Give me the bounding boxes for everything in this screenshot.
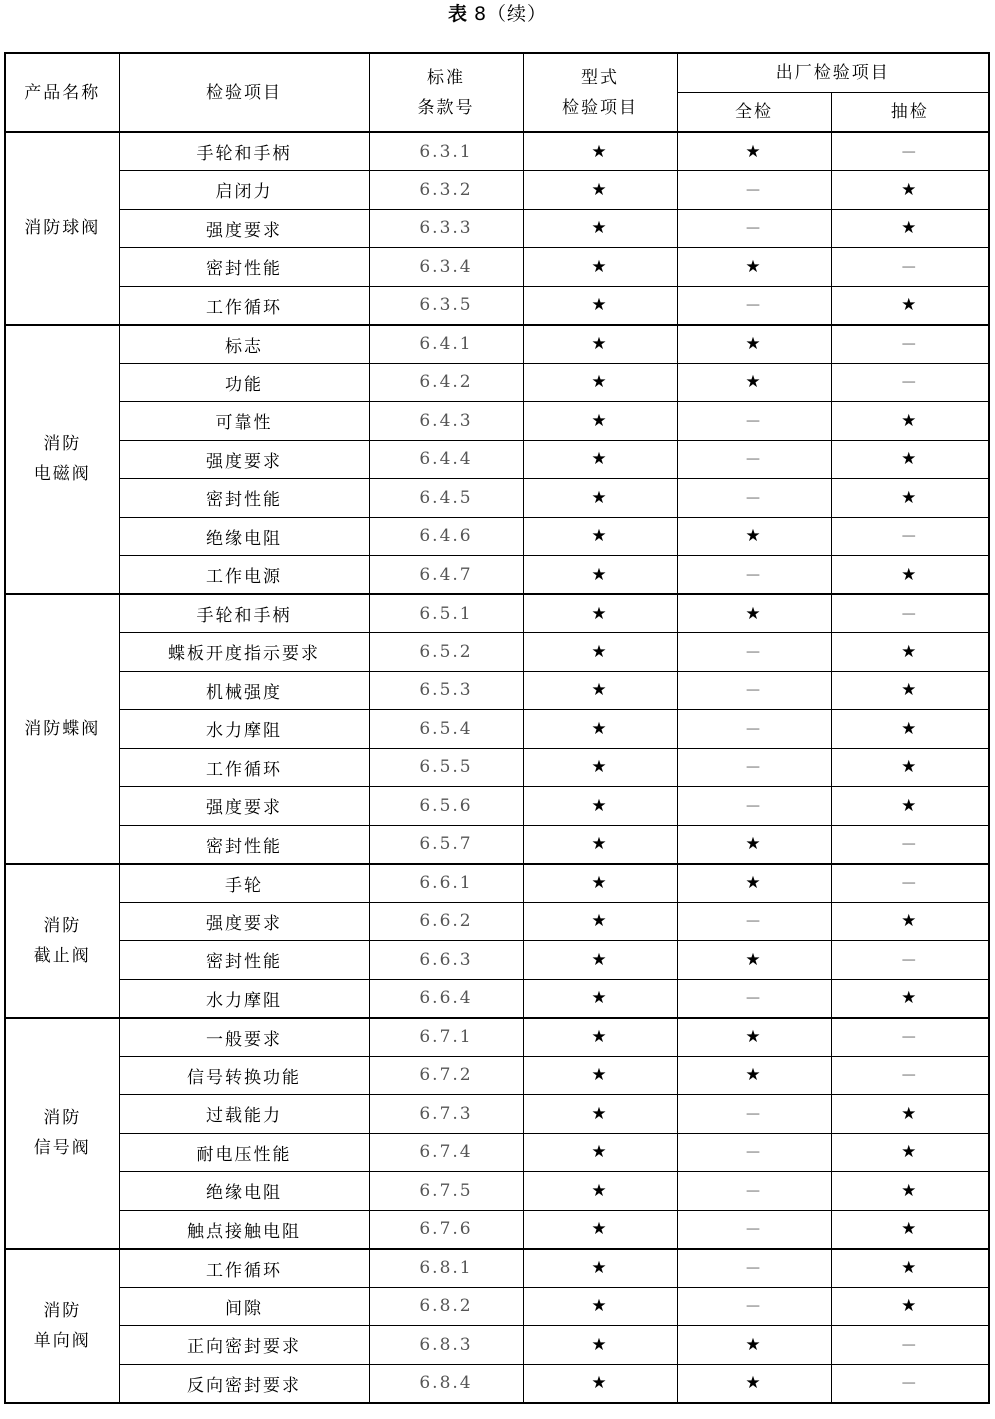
clause-cell: 6.6.2	[369, 902, 523, 941]
clause-cell: 6.5.3	[369, 671, 523, 710]
table-row	[5, 517, 989, 556]
item-cell: 工作循环	[119, 748, 369, 787]
product-group	[5, 1249, 989, 1403]
full-inspection-cell: —	[677, 1249, 831, 1288]
clause-cell: 6.7.5	[369, 1172, 523, 1211]
sample-inspection-cell: ★	[831, 171, 989, 210]
sample-inspection-cell: —	[831, 594, 989, 633]
type-inspection-cell: ★	[523, 1056, 677, 1095]
product-name-cell	[5, 1018, 119, 1249]
sample-inspection-cell: ★	[831, 556, 989, 595]
sample-inspection-cell: ★	[831, 286, 989, 325]
sample-inspection-cell: ★	[831, 1287, 989, 1326]
header-factory-inspection: 出厂检验项目	[677, 53, 989, 93]
sample-inspection-cell: ★	[831, 1249, 989, 1288]
full-inspection-cell: ★	[677, 363, 831, 402]
item-cell: 密封性能	[119, 479, 369, 518]
item-cell: 工作循环	[119, 1249, 369, 1288]
type-inspection-cell: ★	[523, 363, 677, 402]
table-row	[5, 1326, 989, 1365]
item-cell: 强度要求	[119, 902, 369, 941]
item-cell: 密封性能	[119, 825, 369, 864]
item-cell: 启闭力	[119, 171, 369, 210]
item-cell: 强度要求	[119, 440, 369, 479]
type-inspection-cell: ★	[523, 671, 677, 710]
sample-inspection-cell: —	[831, 363, 989, 402]
product-name-cell	[5, 864, 119, 1018]
product-name-line: 消防球阀	[24, 218, 101, 239]
clause-cell: 6.4.3	[369, 402, 523, 441]
full-inspection-cell: ★	[677, 941, 831, 980]
sample-inspection-cell: —	[831, 132, 989, 171]
type-inspection-cell: ★	[523, 1364, 677, 1403]
full-inspection-cell: —	[677, 556, 831, 595]
product-group	[5, 1018, 989, 1249]
type-inspection-cell: ★	[523, 248, 677, 287]
product-group	[5, 325, 989, 595]
table-row	[5, 787, 989, 826]
table-row	[5, 710, 989, 749]
type-inspection-cell: ★	[523, 1133, 677, 1172]
header-clause	[369, 53, 523, 132]
table-row	[5, 594, 989, 633]
product-name-line: 单向阀	[33, 1330, 91, 1351]
item-cell: 过载能力	[119, 1095, 369, 1134]
table-row	[5, 864, 989, 903]
full-inspection-cell: —	[677, 1287, 831, 1326]
full-inspection-cell: —	[677, 402, 831, 441]
sample-inspection-cell: ★	[831, 1172, 989, 1211]
clause-cell: 6.4.5	[369, 479, 523, 518]
type-inspection-cell: ★	[523, 902, 677, 941]
full-inspection-cell: ★	[677, 825, 831, 864]
clause-cell: 6.5.7	[369, 825, 523, 864]
full-inspection-cell: —	[677, 710, 831, 749]
sample-inspection-cell: —	[831, 864, 989, 903]
full-inspection-cell: —	[677, 1133, 831, 1172]
sample-inspection-cell: ★	[831, 209, 989, 248]
full-inspection-cell: —	[677, 748, 831, 787]
clause-cell: 6.8.1	[369, 1249, 523, 1288]
item-cell: 功能	[119, 363, 369, 402]
table-row	[5, 132, 989, 171]
product-name-line: 消防	[43, 434, 82, 455]
clause-cell: 6.5.6	[369, 787, 523, 826]
sample-inspection-cell: —	[831, 248, 989, 287]
type-inspection-cell: ★	[523, 132, 677, 171]
product-name-cell	[5, 594, 119, 864]
type-inspection-cell: ★	[523, 1326, 677, 1365]
table-row	[5, 479, 989, 518]
sample-inspection-cell: ★	[831, 1095, 989, 1134]
full-inspection-cell: ★	[677, 517, 831, 556]
type-inspection-cell: ★	[523, 171, 677, 210]
type-inspection-cell: ★	[523, 825, 677, 864]
item-cell: 密封性能	[119, 941, 369, 980]
full-inspection-cell: ★	[677, 1056, 831, 1095]
type-inspection-cell: ★	[523, 1095, 677, 1134]
table-row	[5, 1056, 989, 1095]
sample-inspection-cell: —	[831, 1056, 989, 1095]
full-inspection-cell: —	[677, 979, 831, 1018]
item-cell: 一般要求	[119, 1018, 369, 1057]
type-inspection-cell: ★	[523, 556, 677, 595]
clause-cell: 6.4.7	[369, 556, 523, 595]
full-inspection-cell: —	[677, 479, 831, 518]
sample-inspection-cell: ★	[831, 979, 989, 1018]
sample-inspection-cell: —	[831, 1364, 989, 1403]
type-inspection-cell: ★	[523, 440, 677, 479]
product-name-line: 截止阀	[33, 945, 91, 966]
item-cell: 工作循环	[119, 286, 369, 325]
type-inspection-cell: ★	[523, 209, 677, 248]
item-cell: 水力摩阻	[119, 710, 369, 749]
full-inspection-cell: —	[677, 1210, 831, 1249]
sample-inspection-cell: —	[831, 1326, 989, 1365]
item-cell: 强度要求	[119, 209, 369, 248]
sample-inspection-cell: ★	[831, 902, 989, 941]
item-cell: 手轮	[119, 864, 369, 903]
table-row	[5, 1287, 989, 1326]
table-row	[5, 1210, 989, 1249]
full-inspection-cell: ★	[677, 132, 831, 171]
full-inspection-cell: ★	[677, 325, 831, 364]
full-inspection-cell: —	[677, 209, 831, 248]
table-title-label: 表	[447, 3, 468, 25]
full-inspection-cell: ★	[677, 248, 831, 287]
clause-cell: 6.7.4	[369, 1133, 523, 1172]
type-inspection-cell: ★	[523, 979, 677, 1018]
full-inspection-cell: ★	[677, 594, 831, 633]
table-row	[5, 402, 989, 441]
item-cell: 绝缘电阻	[119, 517, 369, 556]
clause-cell: 6.8.2	[369, 1287, 523, 1326]
clause-cell: 6.4.4	[369, 440, 523, 479]
table-row	[5, 1133, 989, 1172]
product-name-line: 消防	[43, 1300, 82, 1321]
type-inspection-cell: ★	[523, 1249, 677, 1288]
inspection-table	[4, 52, 990, 1404]
sample-inspection-cell: —	[831, 1018, 989, 1057]
clause-cell: 6.3.4	[369, 248, 523, 287]
sample-inspection-cell: —	[831, 325, 989, 364]
table-header	[5, 53, 989, 132]
table-row	[5, 671, 989, 710]
clause-cell: 6.3.2	[369, 171, 523, 210]
table-row	[5, 748, 989, 787]
sample-inspection-cell: —	[831, 825, 989, 864]
header-clause-line1: 标准	[427, 67, 465, 88]
sample-inspection-cell: ★	[831, 479, 989, 518]
header-full-inspection: 全检	[677, 93, 831, 133]
table-row	[5, 209, 989, 248]
type-inspection-cell: ★	[523, 633, 677, 672]
table-row	[5, 633, 989, 672]
type-inspection-cell: ★	[523, 787, 677, 826]
table-row	[5, 286, 989, 325]
full-inspection-cell: —	[677, 1095, 831, 1134]
type-inspection-cell: ★	[523, 1172, 677, 1211]
clause-cell: 6.4.2	[369, 363, 523, 402]
clause-cell: 6.4.6	[369, 517, 523, 556]
item-cell: 可靠性	[119, 402, 369, 441]
product-name-line: 电磁阀	[33, 464, 91, 485]
clause-cell: 6.7.1	[369, 1018, 523, 1057]
type-inspection-cell: ★	[523, 1018, 677, 1057]
item-cell: 水力摩阻	[119, 979, 369, 1018]
clause-cell: 6.3.5	[369, 286, 523, 325]
product-name-cell	[5, 1249, 119, 1403]
table-title	[0, 2, 995, 26]
sample-inspection-cell: ★	[831, 787, 989, 826]
table-row	[5, 1172, 989, 1211]
sample-inspection-cell: —	[831, 517, 989, 556]
table-row	[5, 556, 989, 595]
sample-inspection-cell: ★	[831, 748, 989, 787]
table-row	[5, 825, 989, 864]
item-cell: 密封性能	[119, 248, 369, 287]
item-cell: 反向密封要求	[119, 1364, 369, 1403]
item-cell: 绝缘电阻	[119, 1172, 369, 1211]
sample-inspection-cell: ★	[831, 1133, 989, 1172]
item-cell: 蝶板开度指示要求	[119, 633, 369, 672]
header-product-name: 产品名称	[5, 53, 119, 132]
clause-cell: 6.3.3	[369, 209, 523, 248]
item-cell: 手轮和手柄	[119, 132, 369, 171]
type-inspection-cell: ★	[523, 286, 677, 325]
full-inspection-cell: —	[677, 633, 831, 672]
product-name-line: 信号阀	[33, 1138, 91, 1158]
header-clause-line2: 条款号	[417, 97, 475, 118]
sample-inspection-cell: —	[831, 941, 989, 980]
table-row	[5, 325, 989, 364]
clause-cell: 6.6.3	[369, 941, 523, 980]
sample-inspection-cell: ★	[831, 440, 989, 479]
clause-cell: 6.6.4	[369, 979, 523, 1018]
clause-cell: 6.3.1	[369, 132, 523, 171]
full-inspection-cell: —	[677, 671, 831, 710]
header-type-line1: 型式	[581, 67, 619, 88]
full-inspection-cell: ★	[677, 1364, 831, 1403]
clause-cell: 6.7.3	[369, 1095, 523, 1134]
product-name-cell	[5, 132, 119, 325]
type-inspection-cell: ★	[523, 710, 677, 749]
table-row	[5, 902, 989, 941]
table-row	[5, 979, 989, 1018]
full-inspection-cell: ★	[677, 1018, 831, 1057]
type-inspection-cell: ★	[523, 864, 677, 903]
clause-cell: 6.5.2	[369, 633, 523, 672]
item-cell: 手轮和手柄	[119, 594, 369, 633]
table-row	[5, 440, 989, 479]
table-row	[5, 363, 989, 402]
full-inspection-cell: —	[677, 1172, 831, 1211]
item-cell: 间隙	[119, 1287, 369, 1326]
item-cell: 信号转换功能	[119, 1056, 369, 1095]
product-group	[5, 594, 989, 864]
table-row	[5, 1095, 989, 1134]
product-group	[5, 132, 989, 325]
header-sample-inspection: 抽检	[831, 93, 989, 133]
full-inspection-cell: —	[677, 787, 831, 826]
item-cell: 标志	[119, 325, 369, 364]
sample-inspection-cell: ★	[831, 671, 989, 710]
clause-cell: 6.5.4	[369, 710, 523, 749]
type-inspection-cell: ★	[523, 479, 677, 518]
clause-cell: 6.6.1	[369, 864, 523, 903]
clause-cell: 6.4.1	[369, 325, 523, 364]
product-name-line: 消防	[43, 915, 82, 936]
product-name-line: 消防	[43, 1108, 82, 1128]
item-cell: 正向密封要求	[119, 1326, 369, 1365]
clause-cell: 6.7.2	[369, 1056, 523, 1095]
table-row	[5, 248, 989, 287]
product-group	[5, 864, 989, 1018]
item-cell: 机械强度	[119, 671, 369, 710]
type-inspection-cell: ★	[523, 402, 677, 441]
item-cell: 耐电压性能	[119, 1133, 369, 1172]
clause-cell: 6.8.4	[369, 1364, 523, 1403]
full-inspection-cell: —	[677, 171, 831, 210]
type-inspection-cell: ★	[523, 941, 677, 980]
full-inspection-cell: ★	[677, 864, 831, 903]
sample-inspection-cell: ★	[831, 710, 989, 749]
full-inspection-cell: ★	[677, 1326, 831, 1365]
type-inspection-cell: ★	[523, 325, 677, 364]
full-inspection-cell: —	[677, 286, 831, 325]
full-inspection-cell: —	[677, 440, 831, 479]
header-type-inspection	[523, 53, 677, 132]
sample-inspection-cell: ★	[831, 633, 989, 672]
type-inspection-cell: ★	[523, 594, 677, 633]
product-name-cell	[5, 325, 119, 595]
type-inspection-cell: ★	[523, 1287, 677, 1326]
table-row	[5, 1018, 989, 1057]
full-inspection-cell: —	[677, 902, 831, 941]
item-cell: 触点接触电阻	[119, 1210, 369, 1249]
clause-cell: 6.5.5	[369, 748, 523, 787]
product-name-line: 消防蝶阀	[24, 718, 101, 739]
item-cell: 工作电源	[119, 556, 369, 595]
type-inspection-cell: ★	[523, 1210, 677, 1249]
sample-inspection-cell: ★	[831, 1210, 989, 1249]
table-row	[5, 941, 989, 980]
table-row	[5, 1364, 989, 1403]
type-inspection-cell: ★	[523, 517, 677, 556]
table-row	[5, 1249, 989, 1288]
item-cell: 强度要求	[119, 787, 369, 826]
clause-cell: 6.7.6	[369, 1210, 523, 1249]
header-type-line2: 检验项目	[562, 97, 638, 118]
clause-cell: 6.5.1	[369, 594, 523, 633]
table-row	[5, 171, 989, 210]
header-inspection-item: 检验项目	[119, 53, 369, 132]
clause-cell: 6.8.3	[369, 1326, 523, 1365]
table-title-number: 8（续）	[473, 3, 548, 25]
sample-inspection-cell: ★	[831, 402, 989, 441]
type-inspection-cell: ★	[523, 748, 677, 787]
